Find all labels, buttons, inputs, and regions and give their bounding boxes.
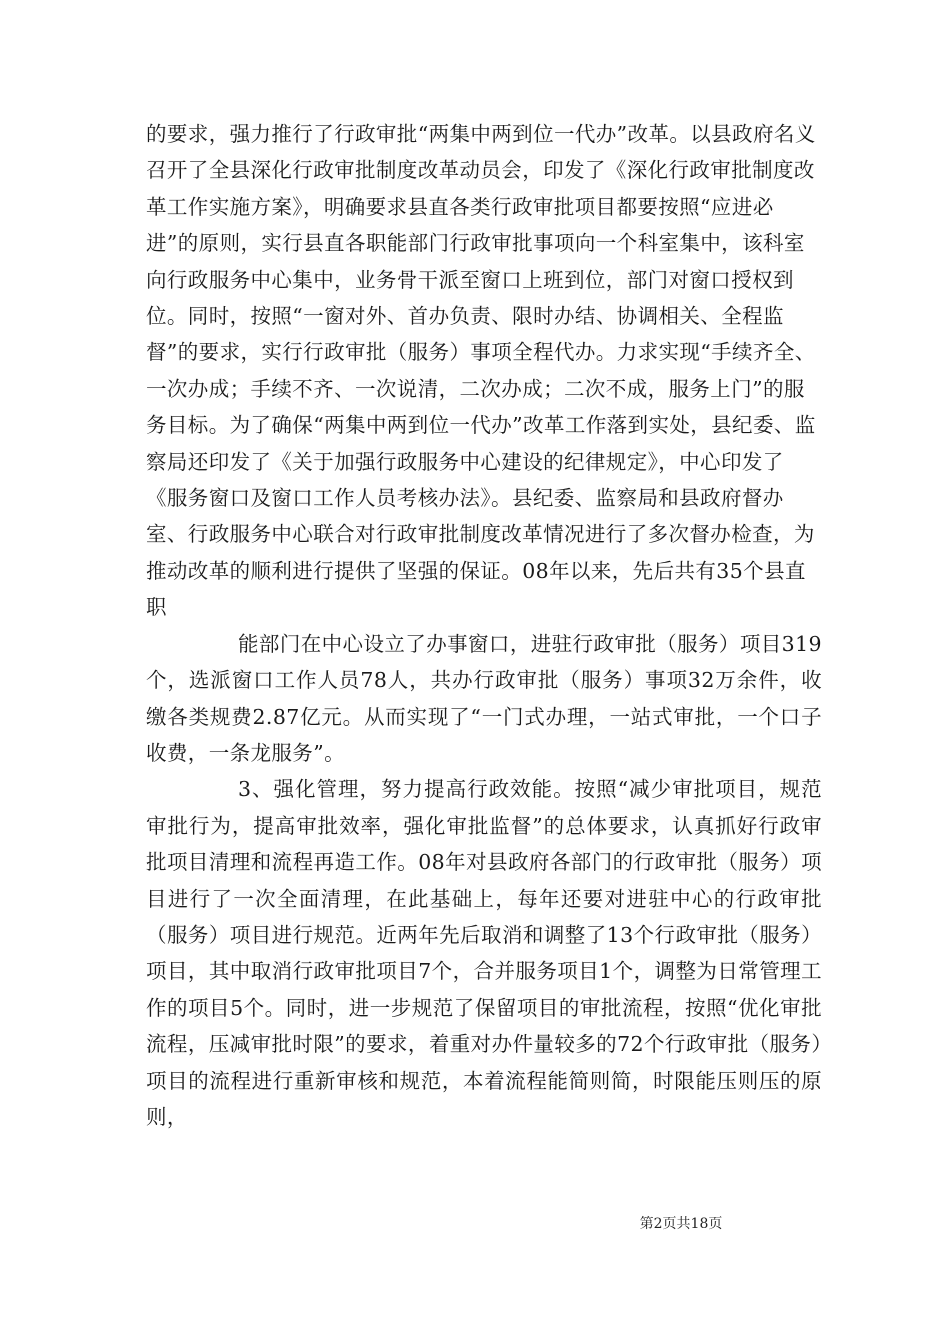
paragraph-1: 的要求，强力推行了行政审批“两集中两到位一代办”改革。以县政府名义召开了全县深化行政审批制度改革动员会，印发了《深化行政审批制度改革工作实施方案》，明确要求县直各类行政审批项目都要按照“应进必进”的原则，实行县直各职能部门行政审批事项向一个科室集中，该科室向行政服务中心集中，业务骨干派至窗口上班到位，部门对窗口授权到位。同时，按照“一窗对外、首办负责、限时办结、协调相关、全程监督”的要求，实行行政审批（服务）事项全程代办。力求实现“手续齐全、一次办成；手续不齐、一次说清，二次办成；二次不成，服务上门”的服务目标。为了确保“两集中两到位一代办”改革工作落到实处，县纪委、监察局还印发了《关于加强行政服务中心建设的纪律规定》，中心印发了《服务窗口及窗口工作人员考核办法》。县纪委、监察局和县政府督办室、行政服务中心联合对行政审批制度改革情况进行了多次督办检查，为推动改革的顺利进行提供了坚强的保证。08年以来，先后共有35个县直职 [146, 122, 816, 620]
page-number: 第2页共18页 [639, 1216, 723, 1232]
body-text [146, 116, 822, 1135]
page-footer [0, 1213, 950, 1233]
paragraph-2: 能部门在中心设立了办事窗口，进驻行政审批（服务）项目319个，选派窗口工作人员78人，共办行政审批（服务）事项32万余件，收缴各类规费2.87亿元。从而实现了“一门式办理，一站式审批，一个口子收费，一条龙服务”。 [146, 631, 822, 765]
paragraph-3: 3、强化管理，努力提高行政效能。按照“减少审批项目，规范审批行为，提高审批效率，强化审批监督”的总体要求，认真抓好行政审批项目清理和流程再造工作。08年对县政府各部门的行政审批（服务）项目进行了一次全面清理，在此基础上，每年还要对进驻中心的行政审批（服务）项目进行规范。近两年先后取消和调整了13个行政审批（服务）项目，其中取消行政审批项目7个，合并服务项目1个，调整为日常管理工作的项目5个。同时，进一步规范了保留项目的审批流程，按照“优化审批流程，压减审批时限”的要求，着重对办件量较多的72个行政审批（服务）项目的流程进行重新审核和规范，本着流程能简则简，时限能压则压的原则， [146, 777, 822, 1129]
